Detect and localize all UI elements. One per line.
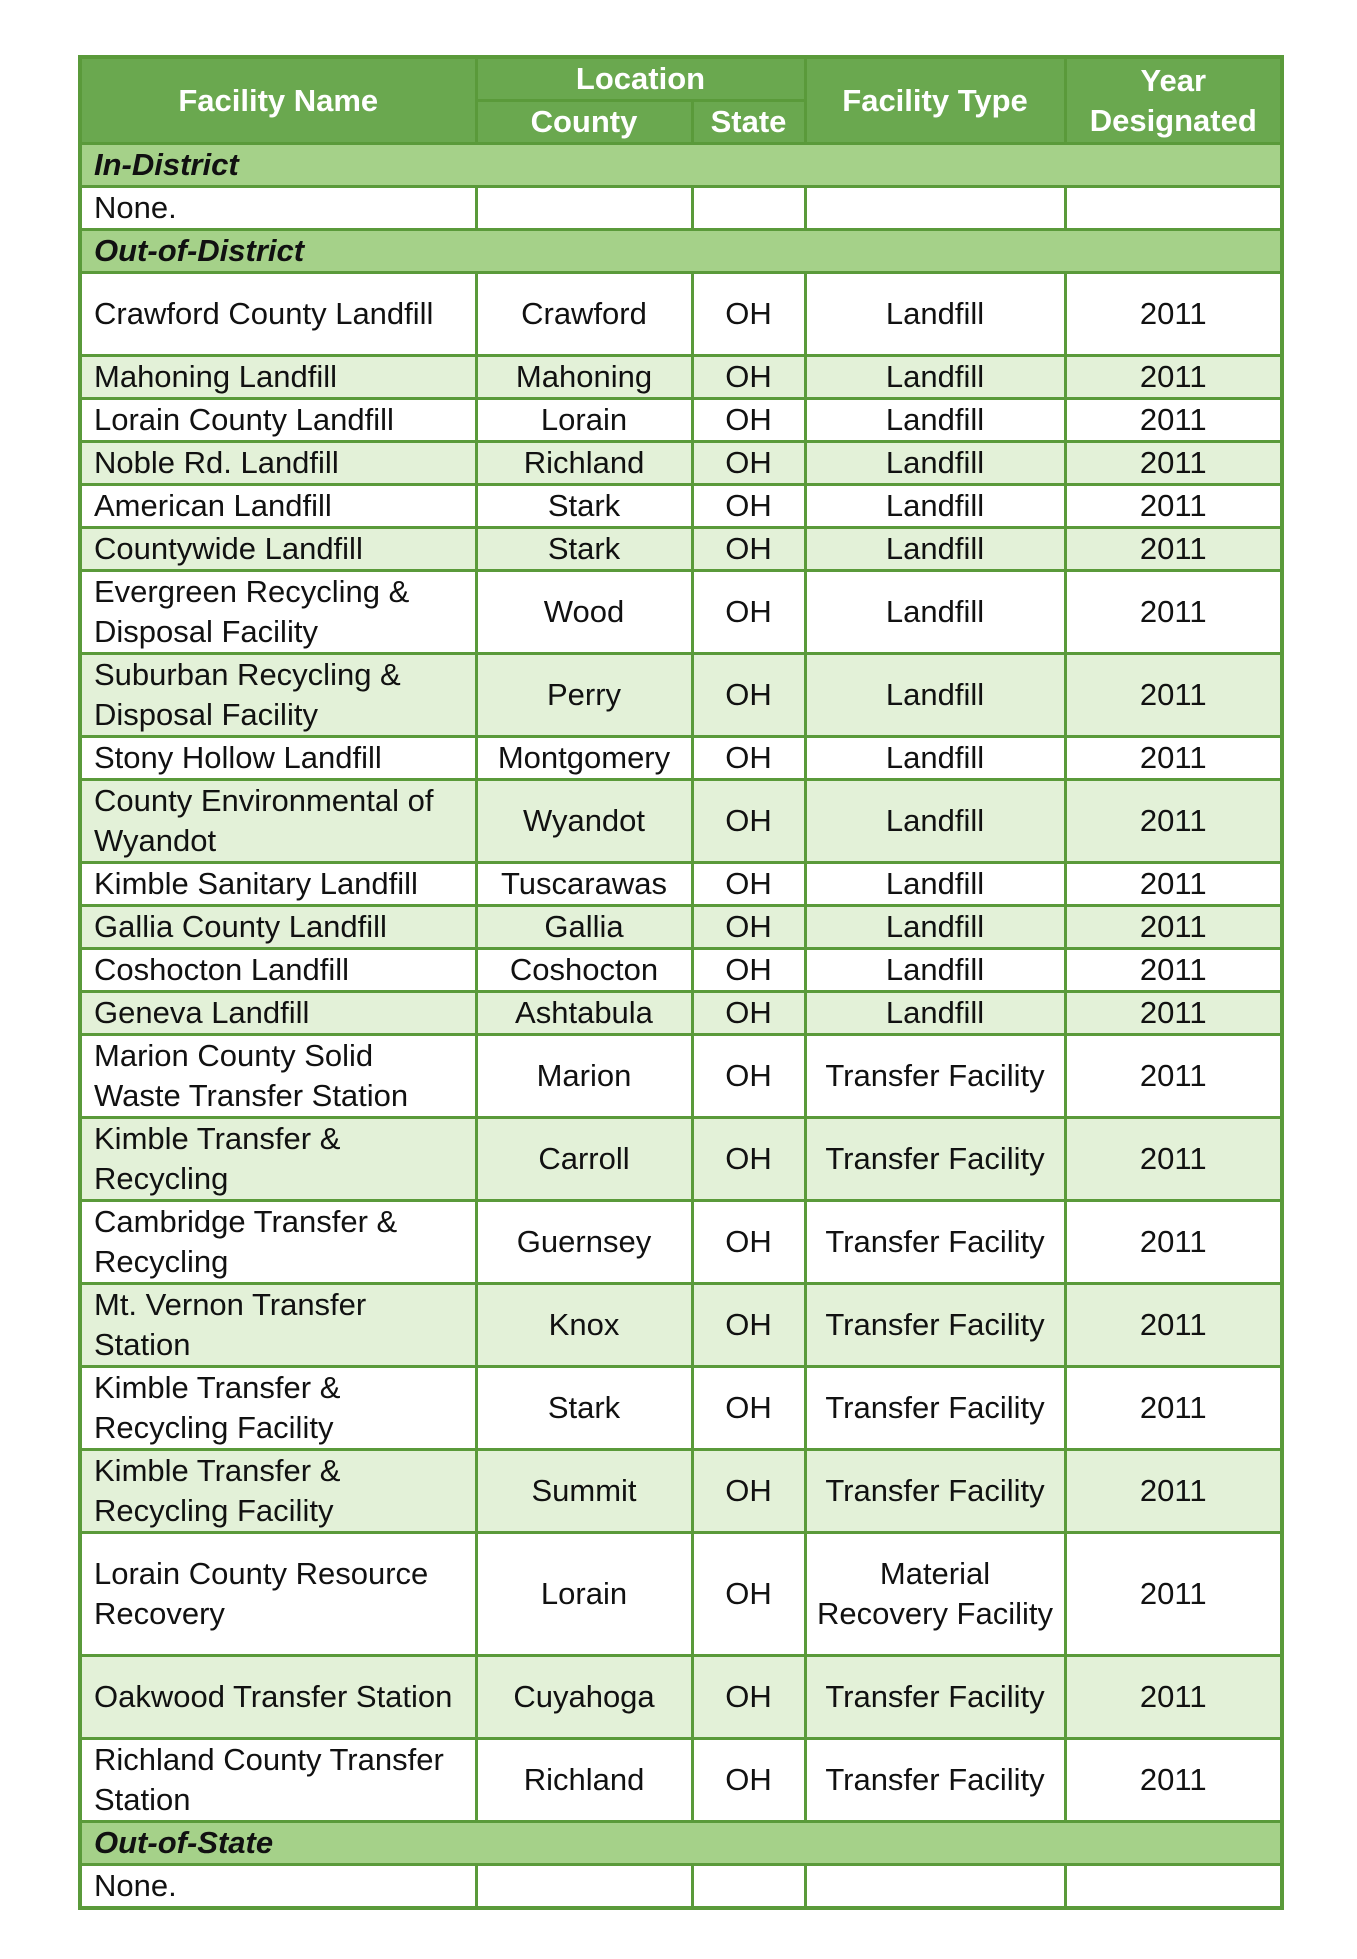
table-row [80, 1739, 1282, 1822]
county-cell: Lorain [476, 1533, 692, 1656]
year-designated-cell: 2011 [1065, 737, 1282, 780]
header-year-designated: Year Designated [1065, 57, 1282, 144]
table-row [80, 571, 1282, 654]
none-cell: None. [80, 187, 476, 230]
county-cell: Knox [476, 1284, 692, 1367]
year-designated-cell: 2011 [1065, 1118, 1282, 1201]
facility-name-cell: Oakwood Transfer Station [80, 1656, 476, 1739]
state-cell: OH [692, 863, 805, 906]
facility-name-cell: Noble Rd. Landfill [80, 442, 476, 485]
table-row [80, 273, 1282, 356]
state-cell: OH [692, 356, 805, 399]
table-row [80, 1533, 1282, 1656]
facility-name-cell: Lorain County Resource Recovery [80, 1533, 476, 1656]
header-state: State [692, 101, 805, 144]
facility-type-cell: Landfill [805, 992, 1065, 1035]
county-cell: Wood [476, 571, 692, 654]
facility-type-cell: Landfill [805, 571, 1065, 654]
year-designated-cell: 2011 [1065, 399, 1282, 442]
facility-name-cell: Countywide Landfill [80, 528, 476, 571]
county-cell: Cuyahoga [476, 1656, 692, 1739]
header-facility-name: Facility Name [80, 57, 476, 144]
table-row [80, 654, 1282, 737]
section-label: Out-of-State [80, 1822, 1282, 1865]
facility-type-cell: Transfer Facility [805, 1284, 1065, 1367]
facility-name-cell: Suburban Recycling & Disposal Facility [80, 654, 476, 737]
state-cell: OH [692, 654, 805, 737]
state-cell: OH [692, 273, 805, 356]
table-row [80, 780, 1282, 863]
header-location: Location [476, 57, 805, 101]
state-cell: OH [692, 1201, 805, 1284]
facility-name-cell: Gallia County Landfill [80, 906, 476, 949]
facility-type-cell: Landfill [805, 863, 1065, 906]
state-cell: OH [692, 1656, 805, 1739]
state-cell: OH [692, 1739, 805, 1822]
facility-type-cell: Landfill [805, 399, 1065, 442]
county-cell: Lorain [476, 399, 692, 442]
county-cell: Ashtabula [476, 992, 692, 1035]
year-designated-cell: 2011 [1065, 528, 1282, 571]
facility-name-cell: Kimble Sanitary Landfill [80, 863, 476, 906]
state-cell: OH [692, 1035, 805, 1118]
county-cell: Stark [476, 1367, 692, 1450]
year-designated-cell: 2011 [1065, 1656, 1282, 1739]
state-cell: OH [692, 1118, 805, 1201]
table-row [80, 1367, 1282, 1450]
facility-name-cell: County Environmental of Wyandot [80, 780, 476, 863]
state-cell: OH [692, 485, 805, 528]
facility-name-cell: American Landfill [80, 485, 476, 528]
none-cell: None. [80, 1865, 476, 1909]
table-row [80, 356, 1282, 399]
state-cell: OH [692, 906, 805, 949]
year-designated-cell: 2011 [1065, 356, 1282, 399]
year-designated-cell: 2011 [1065, 1284, 1282, 1367]
facility-name-cell: Stony Hollow Landfill [80, 737, 476, 780]
county-cell: Mahoning [476, 356, 692, 399]
county-cell: Guernsey [476, 1201, 692, 1284]
table-body [80, 144, 1282, 1909]
county-cell: Montgomery [476, 737, 692, 780]
facility-type-cell: Landfill [805, 273, 1065, 356]
county-cell: Stark [476, 528, 692, 571]
year-designated-cell: 2011 [1065, 571, 1282, 654]
state-cell: OH [692, 571, 805, 654]
year-designated-cell: 2011 [1065, 1533, 1282, 1656]
table-row [80, 1201, 1282, 1284]
county-cell: Wyandot [476, 780, 692, 863]
state-cell: OH [692, 992, 805, 1035]
state-cell: OH [692, 737, 805, 780]
state-cell: OH [692, 528, 805, 571]
county-cell: Stark [476, 485, 692, 528]
facility-name-cell: Crawford County Landfill [80, 273, 476, 356]
table-row [80, 1035, 1282, 1118]
table-row [80, 863, 1282, 906]
facility-type-cell: Transfer Facility [805, 1739, 1065, 1822]
state-cell: OH [692, 1284, 805, 1367]
section-out-of-district [80, 230, 1282, 273]
table-row [80, 485, 1282, 528]
section-in-district [80, 144, 1282, 187]
year-designated-cell: 2011 [1065, 654, 1282, 737]
facility-type-cell: Landfill [805, 906, 1065, 949]
facility-name-cell: Richland County Transfer Station [80, 1739, 476, 1822]
facility-type-cell: Transfer Facility [805, 1450, 1065, 1533]
county-cell: Perry [476, 654, 692, 737]
year-designated-cell: 2011 [1065, 1739, 1282, 1822]
year-designated-cell: 2011 [1065, 1035, 1282, 1118]
facility-type-cell: Landfill [805, 442, 1065, 485]
facility-name-cell: Mt. Vernon Transfer Station [80, 1284, 476, 1367]
table-row [80, 1450, 1282, 1533]
state-cell: OH [692, 1450, 805, 1533]
facility-type-cell: Landfill [805, 485, 1065, 528]
table-row [80, 949, 1282, 992]
table-row [80, 399, 1282, 442]
table-row [80, 528, 1282, 571]
facility-type-cell: Landfill [805, 528, 1065, 571]
year-designated-cell: 2011 [1065, 485, 1282, 528]
table-row [80, 906, 1282, 949]
section-label: In-District [80, 144, 1282, 187]
section-label: Out-of-District [80, 230, 1282, 273]
county-cell: Richland [476, 1739, 692, 1822]
facility-type-cell: Transfer Facility [805, 1118, 1065, 1201]
state-cell: OH [692, 949, 805, 992]
section-out-of-state [80, 1822, 1282, 1865]
facility-type-cell: Landfill [805, 780, 1065, 863]
state-cell: OH [692, 1533, 805, 1656]
facility-name-cell: Marion County Solid Waste Transfer Station [80, 1035, 476, 1118]
table-row [80, 737, 1282, 780]
facility-type-cell: Transfer Facility [805, 1201, 1065, 1284]
year-designated-cell: 2011 [1065, 780, 1282, 863]
facility-name-cell: Kimble Transfer & Recycling Facility [80, 1450, 476, 1533]
facilities-table [78, 55, 1284, 1910]
county-cell: Gallia [476, 906, 692, 949]
year-designated-cell: 2011 [1065, 273, 1282, 356]
state-cell: OH [692, 1367, 805, 1450]
county-cell: Marion [476, 1035, 692, 1118]
year-designated-cell: 2011 [1065, 906, 1282, 949]
table-header [80, 57, 1282, 144]
county-cell: Tuscarawas [476, 863, 692, 906]
facility-type-cell: Transfer Facility [805, 1367, 1065, 1450]
county-cell: Summit [476, 1450, 692, 1533]
county-cell: Carroll [476, 1118, 692, 1201]
facility-name-cell: Evergreen Recycling & Disposal Facility [80, 571, 476, 654]
state-cell: OH [692, 780, 805, 863]
table-row [80, 1656, 1282, 1739]
facility-name-cell: Kimble Transfer & Recycling [80, 1118, 476, 1201]
facility-name-cell: Geneva Landfill [80, 992, 476, 1035]
facility-name-cell: Kimble Transfer & Recycling Facility [80, 1367, 476, 1450]
facility-type-cell: Transfer Facility [805, 1656, 1065, 1739]
year-designated-cell: 2011 [1065, 949, 1282, 992]
table-row [80, 442, 1282, 485]
facility-type-cell: Landfill [805, 737, 1065, 780]
table-row [80, 1284, 1282, 1367]
year-designated-cell: 2011 [1065, 1367, 1282, 1450]
county-cell: Crawford [476, 273, 692, 356]
header-facility-type: Facility Type [805, 57, 1065, 144]
year-designated-cell: 2011 [1065, 1201, 1282, 1284]
year-designated-cell: 2011 [1065, 1450, 1282, 1533]
facility-name-cell: Cambridge Transfer & Recycling [80, 1201, 476, 1284]
year-designated-cell: 2011 [1065, 863, 1282, 906]
state-cell: OH [692, 442, 805, 485]
facility-name-cell: Mahoning Landfill [80, 356, 476, 399]
header-county: County [476, 101, 692, 144]
facility-type-cell: Landfill [805, 356, 1065, 399]
table-row [80, 992, 1282, 1035]
table-row [80, 187, 1282, 230]
facility-type-cell: Landfill [805, 949, 1065, 992]
year-designated-cell: 2011 [1065, 442, 1282, 485]
table-row [80, 1865, 1282, 1909]
year-designated-cell: 2011 [1065, 992, 1282, 1035]
county-cell: Richland [476, 442, 692, 485]
facility-type-cell: Transfer Facility [805, 1035, 1065, 1118]
county-cell: Coshocton [476, 949, 692, 992]
state-cell: OH [692, 399, 805, 442]
facility-type-cell: Material Recovery Facility [805, 1533, 1065, 1656]
facility-type-cell: Landfill [805, 654, 1065, 737]
table-row [80, 1118, 1282, 1201]
facility-name-cell: Lorain County Landfill [80, 399, 476, 442]
facility-name-cell: Coshocton Landfill [80, 949, 476, 992]
